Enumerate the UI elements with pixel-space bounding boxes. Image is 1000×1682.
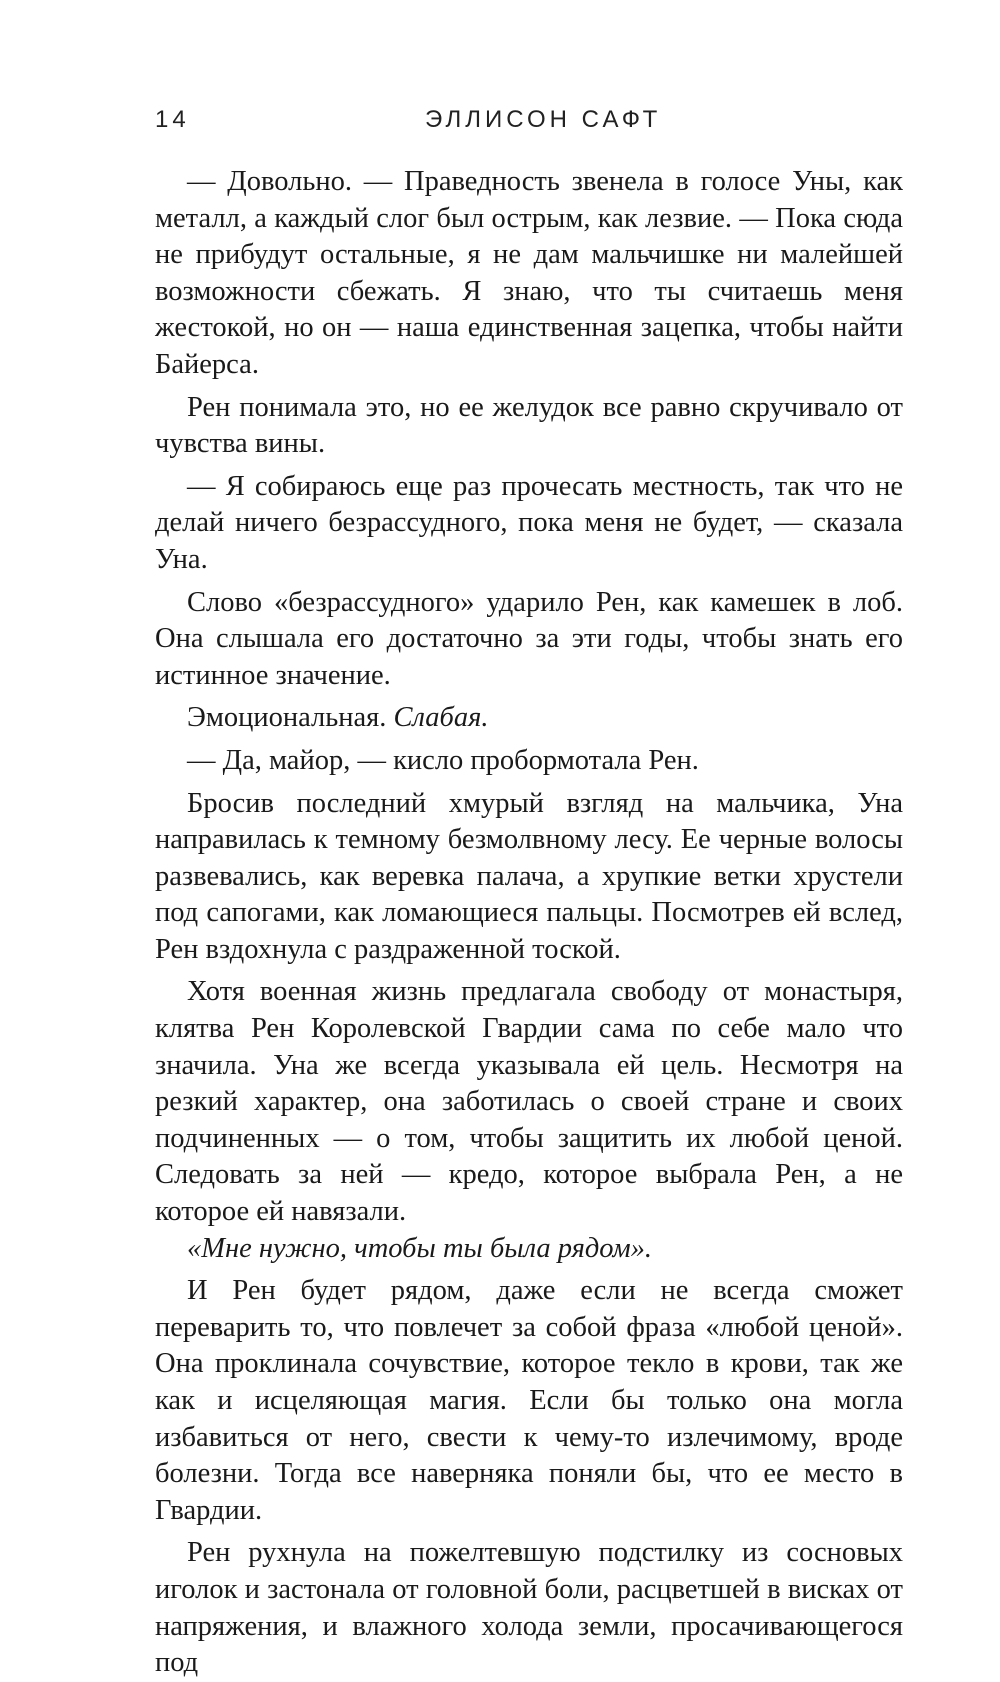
paragraph: — Я собираюсь еще раз прочесать местность, так что не делай ничего безрассудного, пока меня не будет, — сказала Уна. <box>155 470 903 575</box>
paragraph: Рен рухнула на пожелтевшую подстилку из сосновых иголок и застонала от головной боли, расцветшей в висках от напряжения, и влажного холода земли, просачивающегося под <box>155 1537 903 1679</box>
page-number: 14 <box>155 106 190 133</box>
paragraph: Рен понимала это, но ее желудок все равно скручивало от чувства вины. <box>155 391 903 460</box>
paragraph-text: Эмоциональная. <box>187 702 394 734</box>
italic-quote: «Мне нужно, чтобы ты была рядом». <box>187 1232 653 1264</box>
body-text <box>155 164 903 1682</box>
paragraph: Слово «безрассудного» ударило Рен, как камешек в лоб. Она слышала его достаточно за эти годы, чтобы знать его истинное значение. <box>155 586 903 691</box>
paragraph <box>155 700 903 737</box>
paragraph: Бросив последний хмурый взгляд на мальчика, Уна направилась к темному безмолвному лесу. Ее черные волосы развевались, как веревка палача, а хрупкие ветки хрустели под сапогами, как ломающиеся пальцы. Посмотрев ей вслед, Рен вздохнула с раздраженной тоской. <box>155 787 903 965</box>
paragraph: Хотя военная жизнь предлагала свободу от монастыря, клятва Рен Королевской Гвардии сама по себе мало что значила. Уна же всегда указывала ей цель. Несмотря на резкий характер, она заботилась о своей стране и своих подчиненных — о том, чтобы защитить их любой ценой. Следовать за ней — кредо, которое выбрала Рен, а не которое ей навязали. <box>155 976 903 1228</box>
running-head <box>155 106 905 146</box>
italic-text: Слабая. <box>393 702 489 734</box>
paragraph: — Да, майор, — кисло пробормотала Рен. <box>187 744 699 776</box>
paragraph: — Довольно. — Праведность звенела в голосе Уны, как металл, а каждый слог был острым, как лезвие. — Пока сюда не прибудут остальные, я не дам мальчишке ни малейшей возможности сбежать. Я знаю, что ты считаешь меня жестокой, но он — наша единственная зацепка, чтобы найти Байерса. <box>155 166 903 380</box>
running-head-author: ЭЛЛИСОН САФТ <box>425 106 662 133</box>
paragraph <box>155 1231 903 1268</box>
paragraph: И Рен будет рядом, даже если не всегда сможет переварить то, что повлечет за собой фраза «любой ценой». Она проклинала сочувствие, которое текло в крови, так же как и исцеляющая магия. Если бы только она могла избавиться от него, свести к чему-то излечимому, вроде болезни. Тогда все наверняка поняли бы, что ее место в Гвардии. <box>155 1275 903 1526</box>
